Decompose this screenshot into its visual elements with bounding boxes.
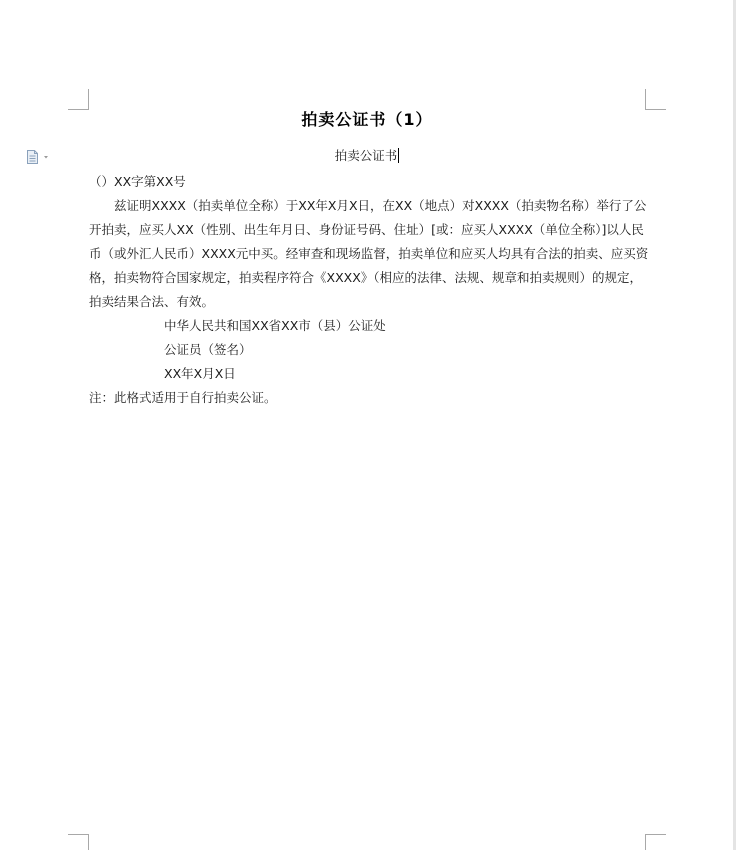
format-note: 注：此格式适用于自行拍卖公证。: [89, 390, 277, 405]
margin-corner-mark: [68, 89, 89, 110]
margin-corner-mark: [68, 834, 89, 850]
document-subtitle: 拍卖公证书: [334, 148, 398, 163]
notary-office: 中华人民共和国XX省XX市（县）公证处: [164, 318, 386, 333]
margin-corner-mark: [645, 834, 666, 850]
document-dropdown-icon[interactable]: [26, 149, 52, 165]
certificate-main-paragraph: 兹证明XXXX（拍卖单位全称）于XX年X月X日，在XX（地点）对XXXX（拍卖物名称）举行了公开拍卖，应买人XX（性别、出生年月日、身份证号码、住址）[或：应买人XXXX（单位全称）]以人民币（或外汇人民币）XXXX元中买。经审查和现场监督，拍卖单位和应买人均具有合法的拍卖、应买资格，拍卖物符合国家规定，拍卖程序符合《XXXX》（相应的法律、法规、规章和拍卖规则）的规定，拍卖结果合法、有效。: [89, 198, 649, 309]
certificate-number: （）XX字第XX号: [89, 174, 186, 189]
margin-corner-mark: [645, 89, 666, 110]
document-title: 拍卖公证书（1）: [301, 110, 433, 129]
certificate-date: XX年X月X日: [164, 366, 236, 381]
document-subtitle-line[interactable]: [89, 146, 645, 164]
text-cursor: [398, 148, 399, 163]
document-body[interactable]: [89, 170, 649, 410]
notary-signature: 公证员（签名）: [164, 342, 252, 357]
